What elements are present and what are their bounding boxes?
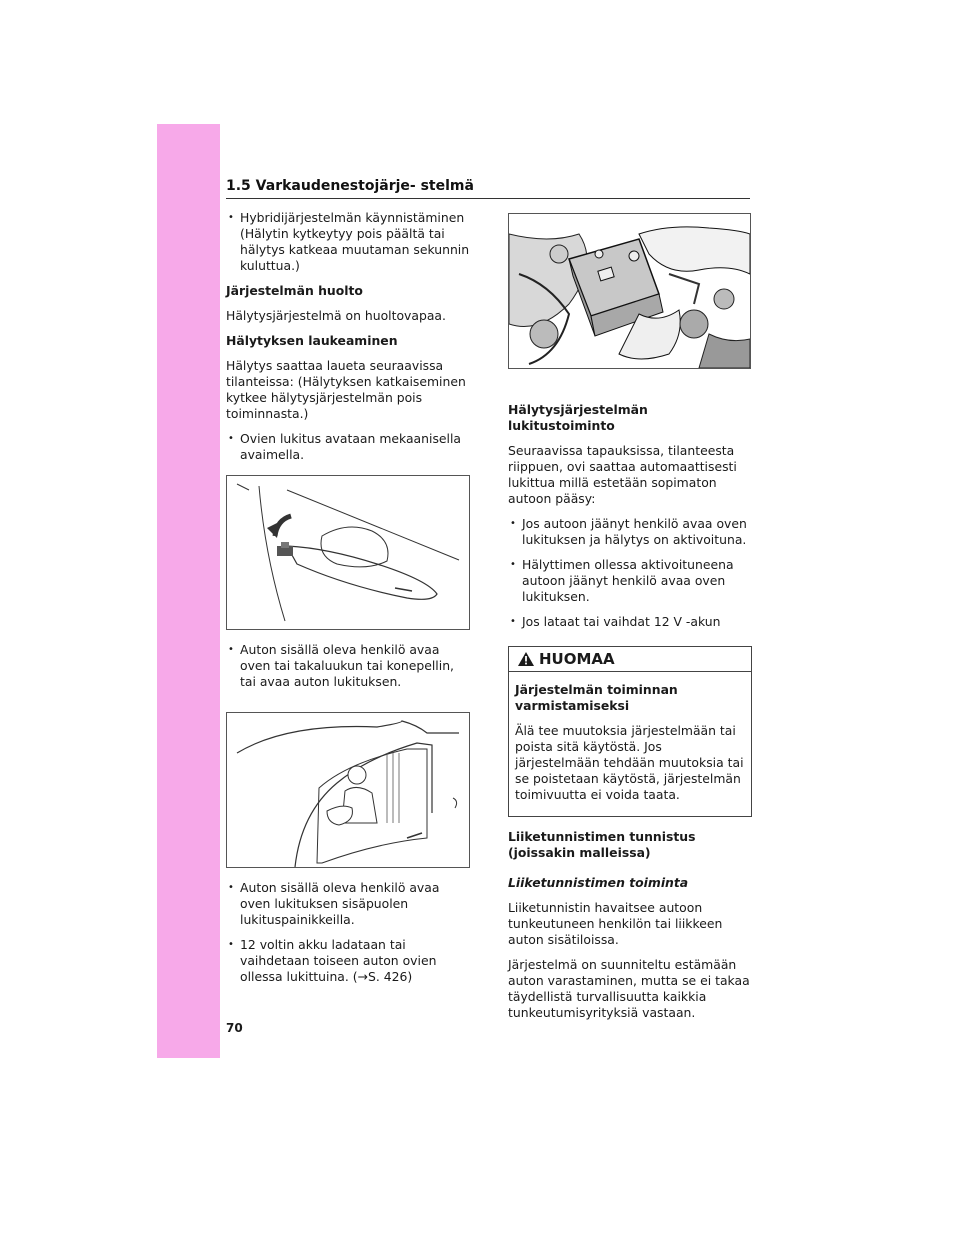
notice-box bbox=[508, 646, 752, 817]
motion-text-1: Liiketunnistin havaitsee autoon tunkeutuneen henkilön tai liikkeen auton sisätiloissa. bbox=[508, 900, 723, 947]
figure-person-in-car bbox=[226, 712, 470, 868]
figure-door-key-unlock bbox=[226, 475, 470, 630]
bullet-inside-switch: • Auton sisällä oleva henkilö avaa oven lukituksen sisäpuolen lukituspainikkeilla. bbox=[226, 880, 472, 928]
bullet-hybrid-start: • Hybridijärjestelmän käynnistäminen (Hälytin kytkeytyy pois päältä tai hälytys katkeaa muutaman sekunnin kuluttua.) bbox=[226, 210, 472, 274]
right-column bbox=[508, 402, 752, 1030]
motion-heading: Liiketunnistimen tunnistus (joissakin malleissa) bbox=[508, 829, 696, 860]
autolock-bullet: • Jos lataat tai vaihdat 12 V -akun bbox=[508, 614, 752, 630]
notice-body bbox=[509, 672, 751, 816]
autolock-bullet: • Jos autoon jäänyt henkilö avaa oven lukituksen ja hälytys on aktivoituna. bbox=[508, 516, 752, 548]
person-opening-door-illustration bbox=[227, 713, 469, 867]
header-rule bbox=[226, 198, 750, 199]
left-column bbox=[226, 210, 472, 994]
trigger-text: Hälytys saattaa laueta seuraavissa tilanteissa: (Hälytyksen katkaiseminen kytkee hälytysjärjestelmän pois toiminnasta.) bbox=[226, 358, 466, 421]
notice-label: HUOMAA bbox=[539, 650, 615, 668]
figure-battery-photo bbox=[508, 213, 751, 369]
notice-subheading: Järjestelmän toiminnan varmistamiseksi bbox=[515, 682, 678, 713]
autolock-heading: Hälytysjärjestelmän lukitustoiminto bbox=[508, 402, 648, 433]
page-side-tab bbox=[157, 124, 220, 1058]
section-title: 1.5 Varkaudenestojärje- stelmä bbox=[226, 178, 474, 194]
bullet-mechanical-key: • Ovien lukitus avataan mekaanisella avaimella. bbox=[226, 431, 472, 463]
maintenance-heading: Järjestelmän huolto bbox=[226, 283, 363, 298]
motion-text-2: Järjestelmä on suunniteltu estämään auton varastaminen, mutta se ei takaa täydellistä turvallisuutta kaikkia tunkeutumisyrityksiä vastaan. bbox=[508, 957, 750, 1020]
autolock-text: Seuraavissa tapauksissa, tilanteesta riippuen, ovi saattaa automaattisesti lukittua millä estetään sopimaton autoon pääsy: bbox=[508, 443, 737, 506]
autolock-bullet: • Hälyttimen ollessa aktivoituneena autoon jäänyt henkilö avaa oven lukituksen. bbox=[508, 557, 752, 605]
bullet-battery: • 12 voltin akku ladataan tai vaihdetaan toiseen auton ovien ollessa lukittuina. (→S. 426) bbox=[226, 937, 472, 985]
notice-text: Älä tee muutoksia järjestelmään tai poista sitä käytöstä. Jos järjestelmään tehdään muutoksia tai se poistetaan käytöstä, järjestelmän toimivuutta ei voida taata. bbox=[515, 723, 744, 802]
maintenance-text: Hälytysjärjestelmä on huoltovapaa. bbox=[226, 308, 446, 323]
door-handle-key-illustration bbox=[227, 476, 469, 629]
notice-header bbox=[509, 647, 751, 672]
page-number: 70 bbox=[226, 1021, 243, 1035]
motion-subheading: Liiketunnistimen toiminta bbox=[508, 875, 689, 890]
trigger-heading: Hälytyksen laukeaminen bbox=[226, 333, 398, 348]
warning-icon bbox=[517, 651, 535, 667]
battery-engine-bay-illustration bbox=[509, 214, 750, 368]
bullet-inside-open: • Auton sisällä oleva henkilö avaa oven tai takaluukun tai konepellin, tai avaa auton lukituksen. bbox=[226, 642, 472, 690]
